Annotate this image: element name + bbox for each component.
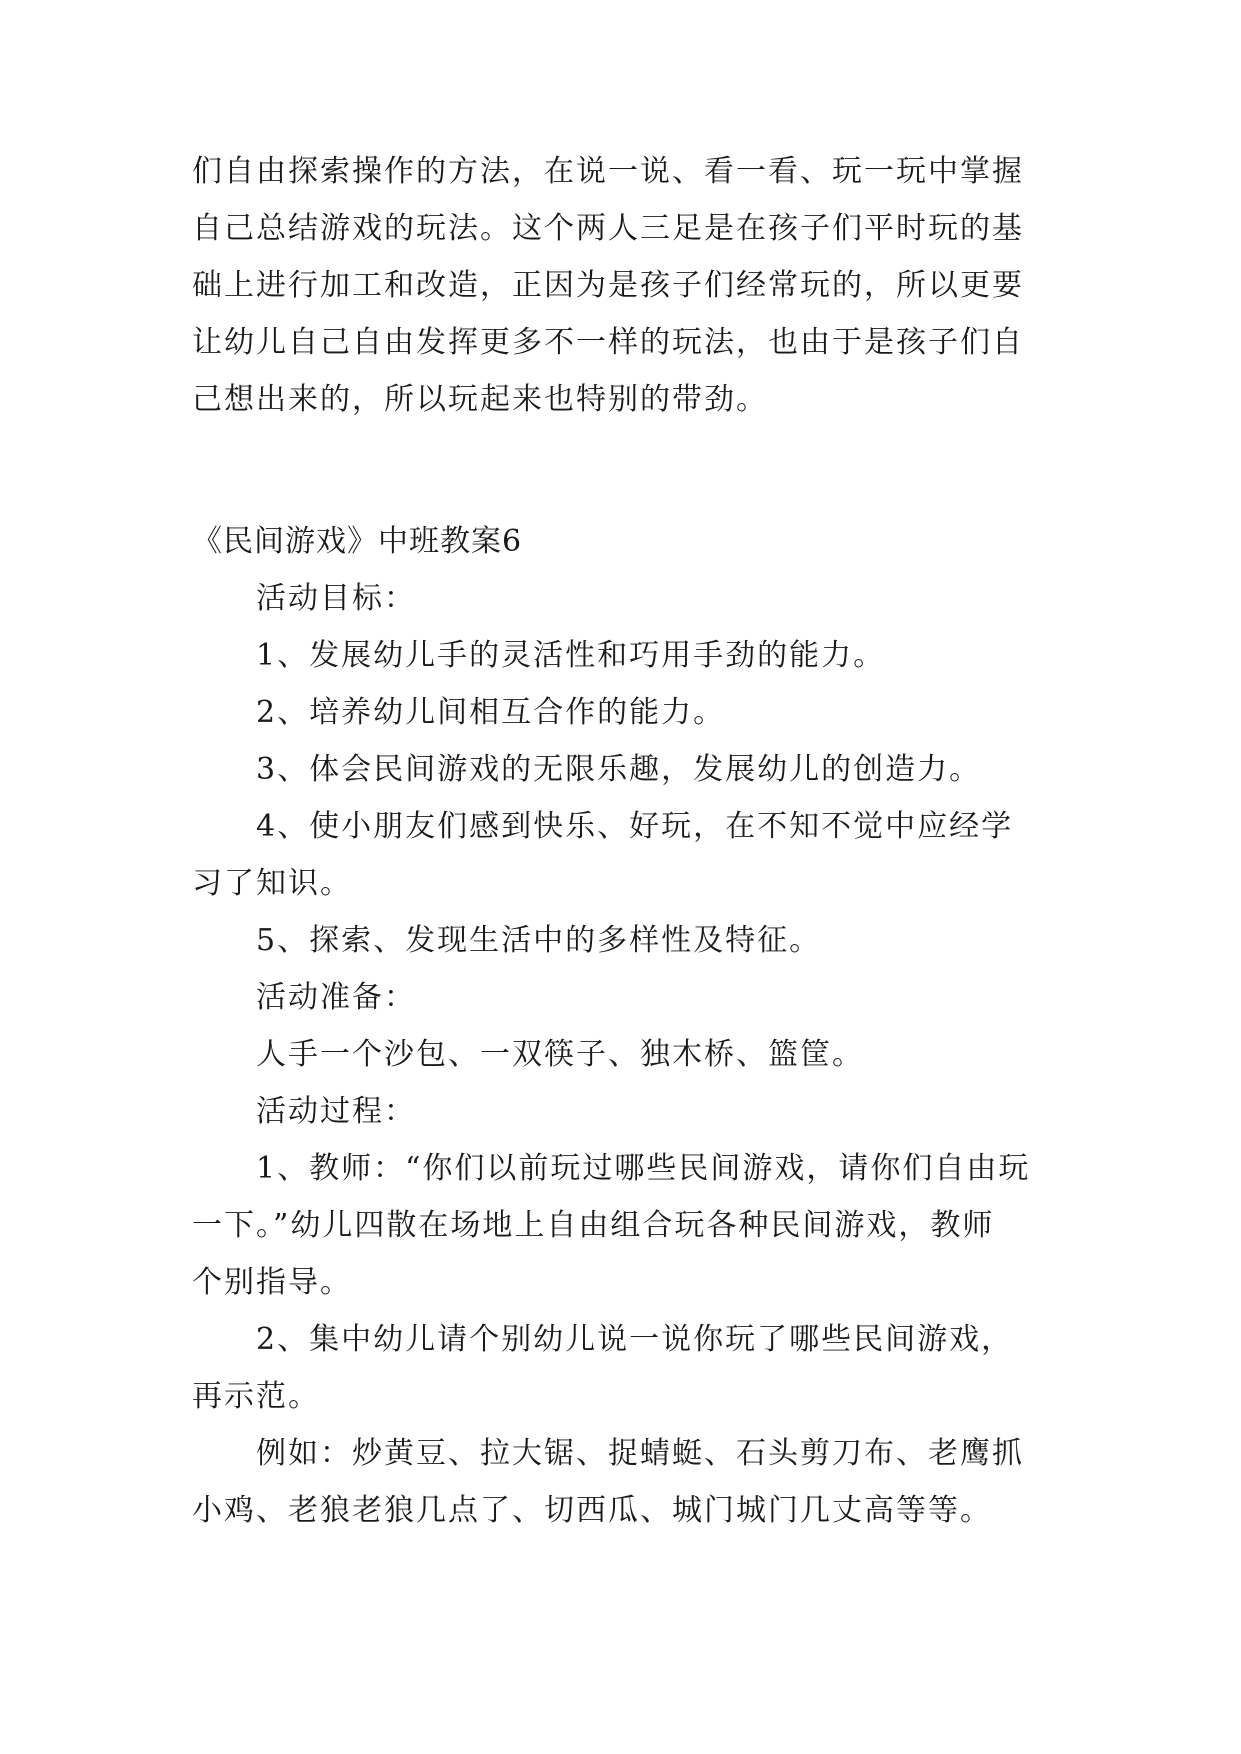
process-item: 2、集中幼儿请个别幼儿说一说你玩了哪些民间游戏， xyxy=(256,1322,1014,1357)
process-item: 1、教师：“你们以前玩过哪些民间游戏，请你们自由玩 xyxy=(256,1151,1031,1186)
prep-heading: 活动准备： xyxy=(256,980,416,1015)
goals-heading: 活动目标： xyxy=(256,581,416,616)
paragraph-line: 们自由探索操作的方法，在说一说、看一看、玩一玩中掌握 xyxy=(192,154,1024,189)
paragraph-line: 己想出来的，所以玩起来也特别的带劲。 xyxy=(192,382,768,417)
process-item-continuation: 小鸡、老狼老狼几点了、切西瓜、城门城门几丈高等等。 xyxy=(192,1493,992,1528)
paragraph-line: 让幼儿自己自由发挥更多不一样的玩法，也由于是孩子们自 xyxy=(192,325,1024,360)
prep-text: 人手一个沙包、一双筷子、独木桥、篮筐。 xyxy=(256,1037,864,1072)
goal-item: 2、培养幼儿间相互合作的能力。 xyxy=(256,695,726,730)
process-heading: 活动过程： xyxy=(256,1094,416,1129)
lesson-section xyxy=(192,513,1072,1539)
process-item-continuation: 一下。”幼儿四散在场地上自由组合玩各种民间游戏，教师 xyxy=(192,1208,995,1243)
process-item-continuation: 个别指导。 xyxy=(192,1265,352,1300)
goal-item: 1、发展幼儿手的灵活性和巧用手劲的能力。 xyxy=(256,638,886,673)
paragraph-line: 自己总结游戏的玩法。这个两人三足是在孩子们平时玩的基 xyxy=(192,211,1024,246)
process-item-continuation: 再示范。 xyxy=(192,1379,320,1414)
goal-item: 5、探索、发现生活中的多样性及特征。 xyxy=(256,923,822,958)
goal-item: 3、体会民间游戏的无限乐趣，发展幼儿的创造力。 xyxy=(256,752,982,787)
goal-item: 4、使小朋友们感到快乐、好玩，在不知不觉中应经学 xyxy=(256,809,1014,844)
paragraph-line: 础上进行加工和改造，正因为是孩子们经常玩的，所以更要 xyxy=(192,268,1024,303)
goal-item-continuation: 习了知识。 xyxy=(192,866,352,901)
intro-paragraph xyxy=(192,143,1072,428)
process-item: 例如：炒黄豆、拉大锯、捉蜻蜓、石头剪刀布、老鹰抓 xyxy=(256,1436,1024,1471)
section-title: 《民间游戏》中班教案6 xyxy=(192,524,523,559)
